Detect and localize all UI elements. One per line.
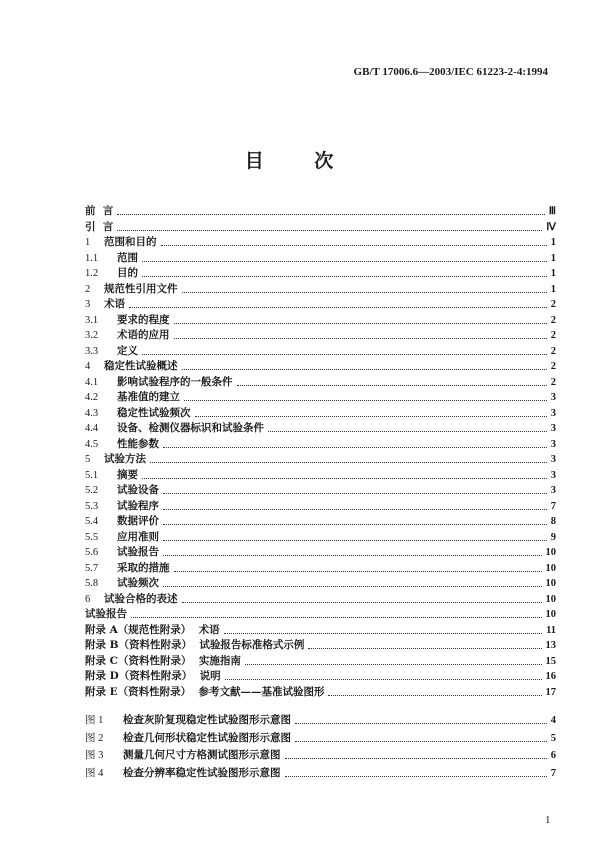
dot-leader (131, 617, 542, 618)
entry-number: 3.3 (85, 345, 99, 357)
entry-title: 范围和目的 (104, 236, 157, 248)
dot-leader (150, 462, 547, 463)
entry-number: 1.1 (85, 252, 99, 264)
entry-number: 2 (85, 283, 91, 295)
toc-entry[interactable] (85, 669, 556, 685)
dot-leader (285, 776, 547, 777)
toc-entry[interactable] (85, 607, 556, 623)
toc-entry[interactable] (85, 654, 556, 670)
dot-leader (182, 369, 547, 370)
entry-title: 采取的措施 (117, 561, 170, 574)
entry-page: 8 (550, 516, 556, 527)
figure-entry[interactable] (85, 712, 556, 730)
entry-page: 10 (545, 609, 556, 620)
entry-page: 16 (545, 671, 556, 682)
toc-entry[interactable] (85, 561, 556, 577)
toc-entry[interactable] (85, 545, 556, 561)
entry-title: 影响试验程序的一般条件 (117, 375, 233, 388)
dot-leader (142, 276, 547, 277)
entry-title: 基准值的建立 (117, 391, 180, 403)
entry-number: 4.3 (85, 407, 99, 419)
entry-page: 6 (550, 750, 556, 762)
toc-entry[interactable] (85, 251, 556, 267)
entry-page: 7 (550, 500, 556, 512)
entry-page: 3 (550, 423, 556, 434)
entry-number: 1 (85, 237, 91, 248)
dot-leader (174, 323, 547, 324)
entry-title: 定义 (117, 344, 138, 357)
entry-title: 附录 E（资料性附录） 参考文献——基准试验图形 (85, 685, 325, 698)
entry-number: 5.8 (85, 578, 99, 589)
entry-number: 4.1 (85, 376, 99, 388)
entry-title: 附录 D（资料性附录） 说明 (85, 670, 221, 682)
entry-number: 4.4 (85, 423, 99, 434)
dot-leader (245, 664, 542, 665)
toc-entry[interactable] (85, 421, 556, 437)
toc-entry[interactable] (85, 685, 556, 701)
entry-page: 15 (545, 655, 556, 667)
entry-title: 数据评价 (117, 515, 159, 527)
toc-entry[interactable] (85, 623, 556, 639)
entry-title: 检查分辨率稳定性试验图形示意图 (123, 766, 281, 779)
dot-leader (163, 524, 547, 525)
figure-entry[interactable] (85, 730, 556, 748)
entry-page: 9 (550, 531, 556, 543)
entry-title: 试验报告 (117, 546, 159, 558)
entry-title: 稳定性试验频次 (117, 406, 191, 419)
dot-leader (184, 400, 547, 401)
entry-title: 检查灰阶复现稳定性试验图形示意图 (123, 714, 291, 726)
entry-page: 2 (550, 299, 556, 310)
dot-leader (129, 307, 547, 308)
toc-entry[interactable] (85, 204, 556, 220)
dot-leader (163, 586, 542, 587)
entry-title: 摘要 (117, 468, 138, 481)
toc-entry[interactable] (85, 328, 556, 344)
entry-page: 3 (550, 392, 556, 403)
dot-leader (182, 292, 547, 293)
entry-page: 10 (545, 562, 556, 574)
toc-entry[interactable] (85, 375, 556, 391)
toc-entry[interactable] (85, 359, 556, 375)
entry-number: 3 (85, 299, 91, 310)
toc-entry[interactable] (85, 437, 556, 453)
entry-title: 性能参数 (117, 437, 159, 450)
entry-number: 4 (85, 361, 91, 372)
dot-leader (117, 230, 542, 231)
dot-leader (142, 354, 547, 355)
entry-page: 1 (550, 283, 556, 295)
entry-page: 3 (550, 469, 556, 481)
entry-page: 3 (550, 407, 556, 419)
entry-title: 测量几何尺寸方格测试图形示意图 (123, 749, 281, 762)
entry-title: 试验合格的表述 (104, 592, 178, 605)
entry-page: 3 (550, 454, 556, 465)
entry-title: 附录 A（规范性附录） 术语 (85, 623, 220, 636)
entry-number: 3.2 (85, 330, 99, 341)
dot-leader (295, 741, 547, 742)
figure-entry[interactable] (85, 765, 556, 783)
entry-number: 4.5 (85, 438, 99, 450)
entry-page: Ⅲ (548, 206, 556, 217)
entry-number: 图 3 (85, 750, 104, 762)
dot-leader (163, 509, 547, 510)
entry-number: 5.6 (85, 547, 99, 558)
dot-leader (142, 478, 547, 479)
entry-number: 5 (85, 454, 91, 465)
dot-leader (174, 338, 547, 339)
table-of-contents (85, 204, 556, 700)
entry-page: 2 (550, 345, 556, 357)
entry-page: 17 (545, 686, 556, 698)
entry-title: 试验频次 (117, 577, 159, 589)
toc-entry[interactable] (85, 576, 556, 592)
toc-entry[interactable] (85, 452, 556, 468)
entry-title: 稳定性试验概述 (104, 360, 178, 372)
dot-leader (285, 758, 547, 759)
entry-number: 5.4 (85, 516, 99, 527)
entry-title: 术语的应用 (117, 329, 170, 341)
entry-page: 2 (550, 361, 556, 372)
toc-entry[interactable] (85, 390, 556, 406)
figure-list (85, 712, 556, 782)
toc-entry[interactable] (85, 638, 556, 654)
entry-title: 引 言 (85, 220, 114, 233)
toc-entry[interactable] (85, 282, 556, 298)
entry-page: 1 (550, 237, 556, 248)
entry-page: 13 (545, 640, 556, 651)
entry-page: 5 (550, 732, 556, 744)
dot-leader (237, 385, 547, 386)
dot-leader (163, 555, 542, 556)
entry-page: 4 (550, 715, 556, 726)
toc-entry[interactable] (85, 297, 556, 313)
entry-number: 5.2 (85, 485, 99, 496)
entry-number: 图 4 (85, 767, 104, 779)
entry-title: 检查几何形状稳定性试验图形示意图 (123, 731, 291, 744)
entry-page: 2 (550, 314, 556, 326)
entry-title: 要求的程度 (117, 313, 170, 326)
entry-page: 1 (550, 252, 556, 264)
entry-page: 1 (550, 268, 556, 279)
entry-title: 应用准则 (117, 530, 159, 543)
toc-entry[interactable] (85, 344, 556, 360)
entry-number: 3.1 (85, 314, 99, 326)
entry-page: 10 (545, 578, 556, 589)
dot-leader (117, 214, 544, 215)
entry-number: 6 (85, 593, 91, 605)
toc-entry[interactable] (85, 468, 556, 484)
toc-entry[interactable] (85, 235, 556, 251)
dot-leader (268, 431, 547, 432)
entry-title: 附录 C（资料性附录） 实施指南 (85, 654, 241, 667)
entry-title: 术语 (104, 298, 125, 310)
dot-leader (224, 633, 542, 634)
entry-title: 设备、检测仪器标识和试验条件 (117, 422, 264, 434)
dot-leader (161, 245, 547, 246)
entry-page: 2 (550, 330, 556, 341)
dot-leader (163, 540, 547, 541)
toc-entry[interactable] (85, 313, 556, 329)
entry-number: 4.2 (85, 392, 99, 403)
entry-title: 规范性引用文件 (104, 282, 178, 295)
dot-leader (308, 648, 541, 649)
toc-entry[interactable] (85, 530, 556, 546)
entry-number: 1.2 (85, 268, 99, 279)
entry-number: 5.1 (85, 469, 99, 481)
entry-number: 5.5 (85, 531, 99, 543)
dot-leader (195, 416, 547, 417)
dot-leader (163, 447, 547, 448)
entry-title: 试验报告 (85, 608, 127, 620)
entry-page: 7 (550, 767, 556, 779)
entry-title: 附录 B（资料性附录） 试验报告标准格式示例 (85, 639, 305, 651)
toc-entry[interactable] (85, 499, 556, 515)
document-header: GB/T 17006.6—2003/IEC 61223-2-4:1994 (353, 66, 548, 78)
entry-title: 目的 (117, 267, 138, 279)
entry-number: 5.3 (85, 500, 99, 512)
figure-entry[interactable] (85, 747, 556, 765)
dot-leader (142, 261, 547, 262)
dot-leader (182, 602, 542, 603)
toc-entry[interactable] (85, 220, 556, 236)
dot-leader (163, 493, 547, 494)
toc-entry[interactable] (85, 592, 556, 608)
entry-page: 2 (550, 376, 556, 388)
entry-page: 3 (550, 485, 556, 496)
entry-page: 11 (546, 624, 556, 636)
toc-entry[interactable] (85, 406, 556, 422)
page-number: 1 (545, 814, 551, 826)
toc-entry[interactable] (85, 483, 556, 499)
page-title: 目 次 (244, 150, 356, 172)
dot-leader (295, 723, 547, 724)
entry-title: 试验设备 (117, 484, 159, 496)
dot-leader (328, 695, 541, 696)
entry-number: 图 1 (85, 715, 104, 726)
entry-number: 5.7 (85, 562, 99, 574)
dot-leader (225, 679, 542, 680)
entry-title: 前 言 (85, 205, 114, 217)
entry-page: 10 (545, 593, 556, 605)
entry-title: 试验方法 (104, 453, 146, 465)
entry-title: 试验程序 (117, 499, 159, 512)
entry-page: 10 (545, 547, 556, 558)
entry-page: 3 (550, 438, 556, 450)
entry-title: 范围 (117, 251, 138, 264)
toc-entry[interactable] (85, 514, 556, 530)
toc-entry[interactable] (85, 266, 556, 282)
dot-leader (174, 571, 542, 572)
entry-number: 图 2 (85, 732, 104, 744)
entry-page: Ⅳ (546, 221, 556, 233)
